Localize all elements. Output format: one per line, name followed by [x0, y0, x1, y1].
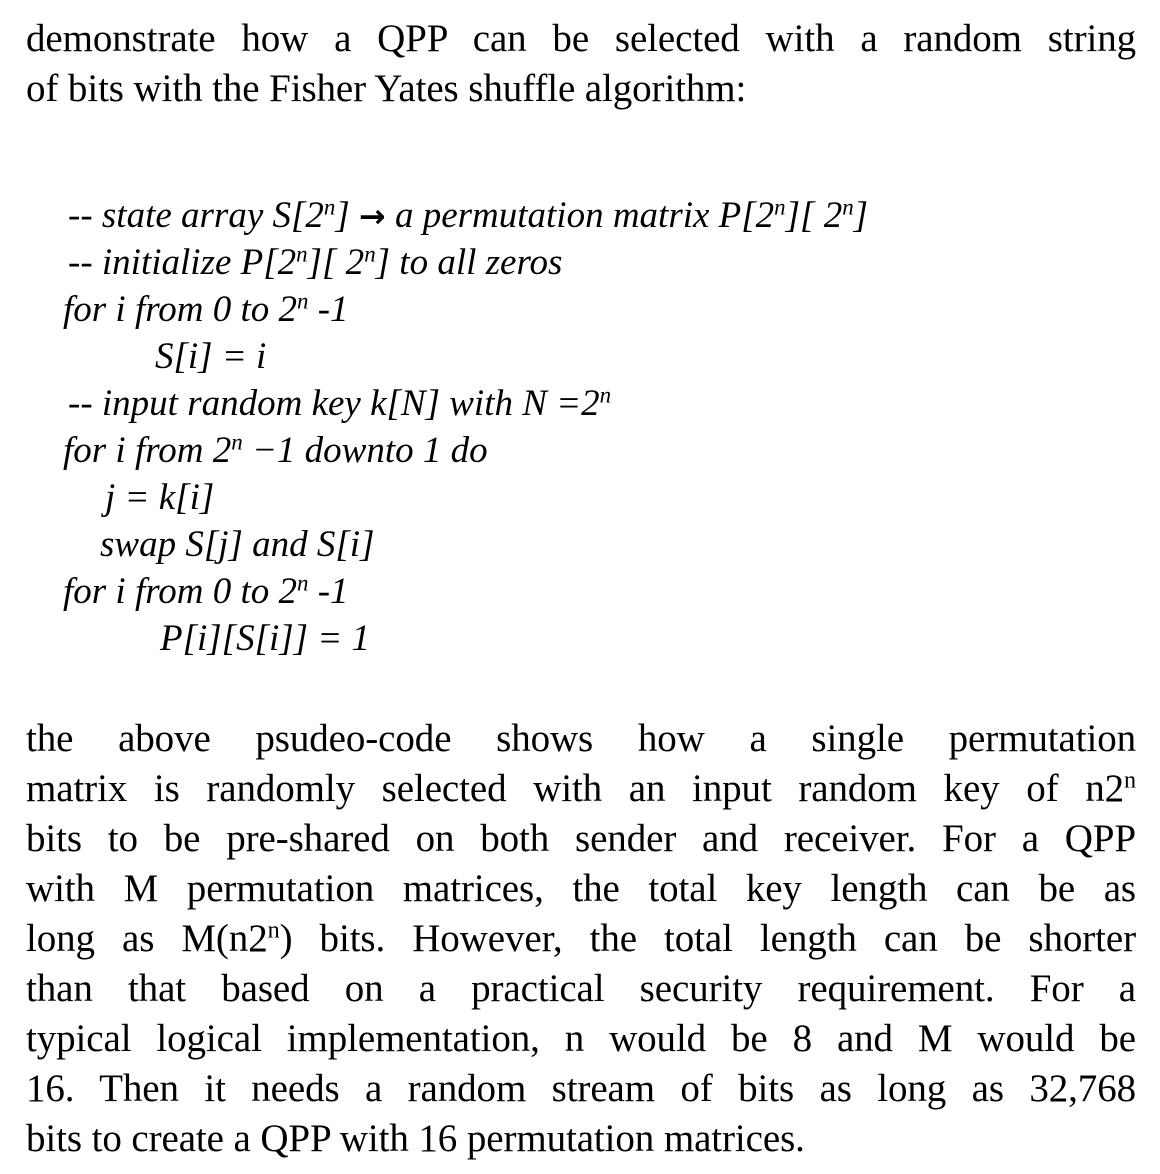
body-line-4 [26, 864, 1136, 914]
superscript-n: n [1124, 766, 1136, 794]
body-line-3 [26, 814, 1136, 864]
body-line-7 [26, 1014, 1136, 1064]
body-line-2 [26, 764, 1136, 814]
code-line-assign-si [0, 333, 1100, 380]
text-seg: bits to be pre-shared on both sender and receiver. For a QPP [26, 817, 1136, 860]
superscript-n: n [297, 570, 309, 596]
text-seg: matrix is randomly selected with an input random key of n2 [26, 767, 1124, 810]
code-seg: ][ 2 [307, 242, 365, 283]
code-line-assign-j [0, 474, 1100, 521]
superscript-n: n [599, 382, 612, 408]
superscript-n: n [842, 194, 854, 220]
code-seg: j = k[i] [105, 477, 215, 518]
body-paragraph [26, 714, 1136, 1164]
code-line-for-init [0, 286, 1100, 333]
code-seg: -1 [308, 571, 349, 612]
superscript-n: n [323, 194, 336, 220]
body-line-1 [26, 714, 1136, 764]
code-seg: -- state array S[2 [68, 195, 324, 236]
superscript-n: n [364, 241, 376, 267]
code-seg: S[i] = i [155, 336, 267, 377]
body-line-9 [26, 1114, 1136, 1164]
code-seg: swap S[j] and S[i] [100, 524, 375, 565]
intro-paragraph [26, 14, 1136, 114]
code-line-initialize [0, 239, 1100, 286]
right-arrow-icon: → [359, 197, 386, 235]
code-seg: for i from 0 to 2 [63, 571, 298, 612]
intro-line-2: of bits with the Fisher Yates shuffle algorithm: [26, 67, 747, 110]
body-line-8 [26, 1064, 1136, 1114]
superscript-n: n [296, 241, 308, 267]
code-seg: −1 downto 1 do [242, 430, 488, 471]
text-seg: than that based on a practical security requirement. For a [26, 967, 1136, 1010]
intro-line-1: demonstrate how a QPP can be selected with a random string [26, 17, 1136, 60]
text-seg: typical logical implementation, n would be 8 and M would be [26, 1017, 1136, 1060]
code-line-for-downto [0, 427, 1100, 474]
code-seg: ][ 2 [785, 195, 843, 236]
superscript-n: n [297, 288, 309, 314]
code-seg: for i from 0 to 2 [63, 289, 298, 330]
code-seg: ] [853, 195, 869, 236]
text-seg: with M permutation matrices, the total key length can be as [26, 867, 1136, 910]
code-seg: -- input random key k[N] with N =2 [68, 383, 600, 424]
code-line-assign-p [0, 615, 1100, 662]
body-line-5 [26, 914, 1136, 964]
text-seg: the above psudeo-code shows how a single permutation [26, 717, 1136, 760]
code-seg: P[i][S[i]] = 1 [160, 618, 371, 659]
code-line-for-fill [0, 568, 1100, 615]
code-seg: -1 [308, 289, 349, 330]
text-seg: long as M(n2 [26, 917, 268, 960]
text-seg: ) bits. However, the total length can be shorter [279, 917, 1136, 960]
code-line-input-key [0, 380, 1100, 427]
text-seg: 16. Then it needs a random stream of bits as long as 32,768 [26, 1067, 1136, 1110]
superscript-n: n [774, 194, 786, 220]
code-seg: a permutation matrix P[2 [385, 195, 775, 236]
code-seg: ] to all zeros [375, 242, 563, 283]
code-line-state-array [0, 192, 1100, 239]
code-seg: -- initialize P[2 [68, 242, 297, 283]
pseudocode-block [0, 192, 1100, 662]
code-line-swap [0, 521, 1100, 568]
text-seg: bits to create a QPP with 16 permutation matrices. [26, 1117, 805, 1160]
code-seg: for i from 2 [63, 430, 232, 471]
code-seg: ] [335, 195, 360, 236]
superscript-n: n [231, 429, 243, 455]
body-line-6 [26, 964, 1136, 1014]
superscript-n: n [267, 916, 280, 944]
